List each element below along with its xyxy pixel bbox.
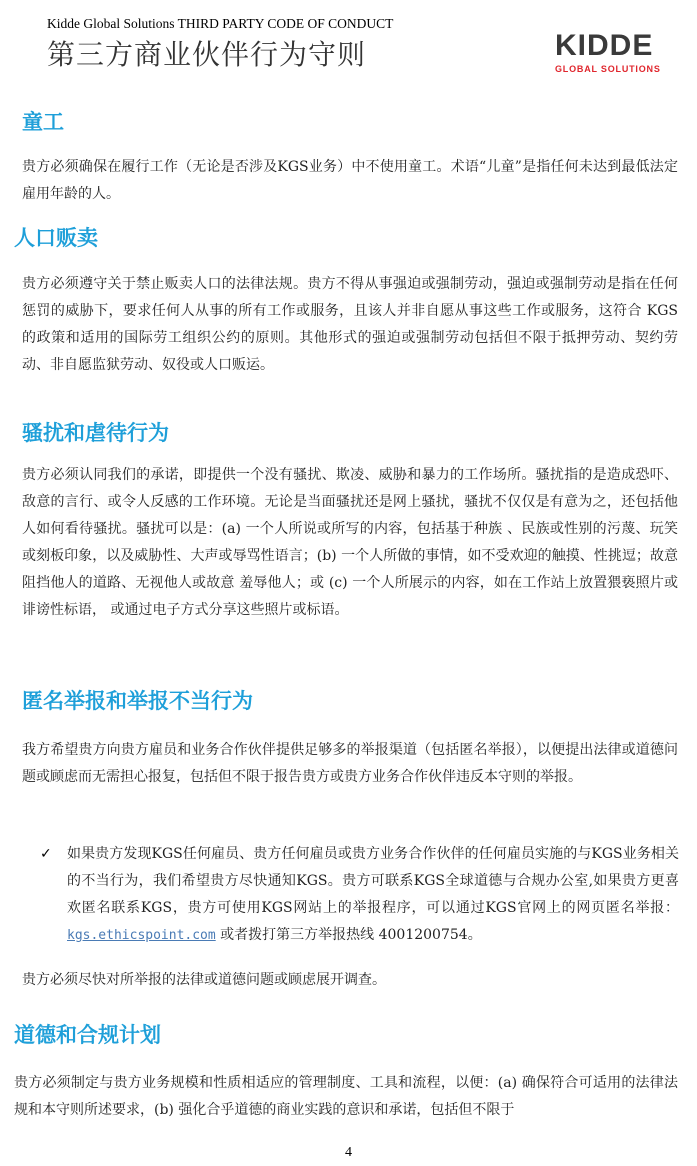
document-title: 第三方商业伙伴行为守则 bbox=[47, 38, 367, 71]
section-heading-harassment: 骚扰和虐待行为 bbox=[22, 421, 169, 445]
section-body-ethics-program: 贵方必须制定与贵方业务规模和性质相适应的管理制度、工具和流程，以便：(a) 确保符合可适用的法律法规和本守则所述要求，(b) 强化合乎道德的商业实践的意识和承诺，包括但不限于 bbox=[14, 1075, 678, 1118]
reporting-bullet-text: 如果贵方发现KGS任何雇员、贵方任何雇员或贵方业务合作伙伴的任何雇员实施的与KGS业务相关的不当行为，我们希望贵方尽快通知KGS。贵方可联系KGS全球道德与合规办公室,如果贵方更喜欢匿名联系KGS，贵方可使用KGS网站上的举报程序，可以通过KGS官网上的网页匿名举报： bbox=[67, 846, 679, 916]
section-heading-child-labor: 童工 bbox=[22, 110, 64, 134]
document-header-label: Kidde Global Solutions THIRD PARTY CODE OF CONDUCT bbox=[47, 16, 394, 31]
section-body-human-trafficking: 贵方必须遵守关于禁止贩卖人口的法律法规。贵方不得从事强迫或强制劳动，强迫或强制劳动是指在任何惩罚的威胁下，要求任何人从事的所有工作或服务，且该人并非自愿从事这些工作或服务，这符合 KGS 的政策和适用的国际劳工组织公约的原则。其他形式的强迫或强制劳动包括但不限于抵押劳动、契约劳动、非自愿监狱劳动、奴役或人口贩运。 bbox=[22, 276, 678, 373]
ethicspoint-link[interactable]: kgs.ethicspoint.com bbox=[67, 928, 216, 943]
page-number: 4 bbox=[345, 1145, 352, 1160]
section-body-harassment: 贵方必须认同我们的承诺，即提供一个没有骚扰、欺凌、威胁和暴力的工作场所。骚扰指的是造成恐吓、敌意的言行、或令人反感的工作环境。无论是当面骚扰还是网上骚扰，骚扰不仅仅是有意为之，还包括他人如何看待骚扰。骚扰可以是：(a) 一个人所说或所写的内容，包括基于种族 、民族或性别的污蔑、玩笑或刻板印象，以及威胁性、大声或辱骂性语言；(b) 一个人所做的事情，如不受欢迎的触摸、性挑逗；故意阻挡他人的道路、无视他人或故意 羞辱他人；或 (c) 一个人所展示的内容，如在工作站上放置猥亵照片或诽谤性标语， 或通过电子方式分享这些照片或标语。 bbox=[22, 467, 678, 618]
section-body-child-labor: 贵方必须确保在履行工作（无论是否涉及KGS业务）中不使用童工。术语“儿童”是指任何未达到最低法定雇用年龄的人。 bbox=[22, 159, 678, 202]
section-heading-human-trafficking: 人口贩卖 bbox=[14, 226, 98, 250]
section-heading-reporting: 匿名举报和举报不当行为 bbox=[22, 689, 253, 713]
checkmark-icon: ✓ bbox=[40, 846, 52, 862]
reporting-bullet-item bbox=[67, 841, 679, 949]
section-body-reporting: 我方希望贵方向贵方雇员和业务合作伙伴提供足够多的举报渠道（包括匿名举报），以便提出法律或道德问题或顾虑而无需担心报复，包括但不限于报告贵方或贵方业务合作伙伴违反本守则的举报。 bbox=[22, 742, 678, 785]
reporting-bullet-tail: 或者拨打第三方举报热线 4001200754。 bbox=[215, 927, 482, 943]
section-heading-ethics-program: 道德和合规计划 bbox=[14, 1023, 161, 1047]
logo-wordmark: KIDDE bbox=[555, 29, 654, 62]
reporting-followup-text: 贵方必须尽快对所举报的法律或道德问题或顾虑展开调查。 bbox=[22, 972, 386, 988]
kidde-logo bbox=[555, 30, 680, 74]
logo-tagline: GLOBAL SOLUTIONS bbox=[555, 64, 661, 74]
